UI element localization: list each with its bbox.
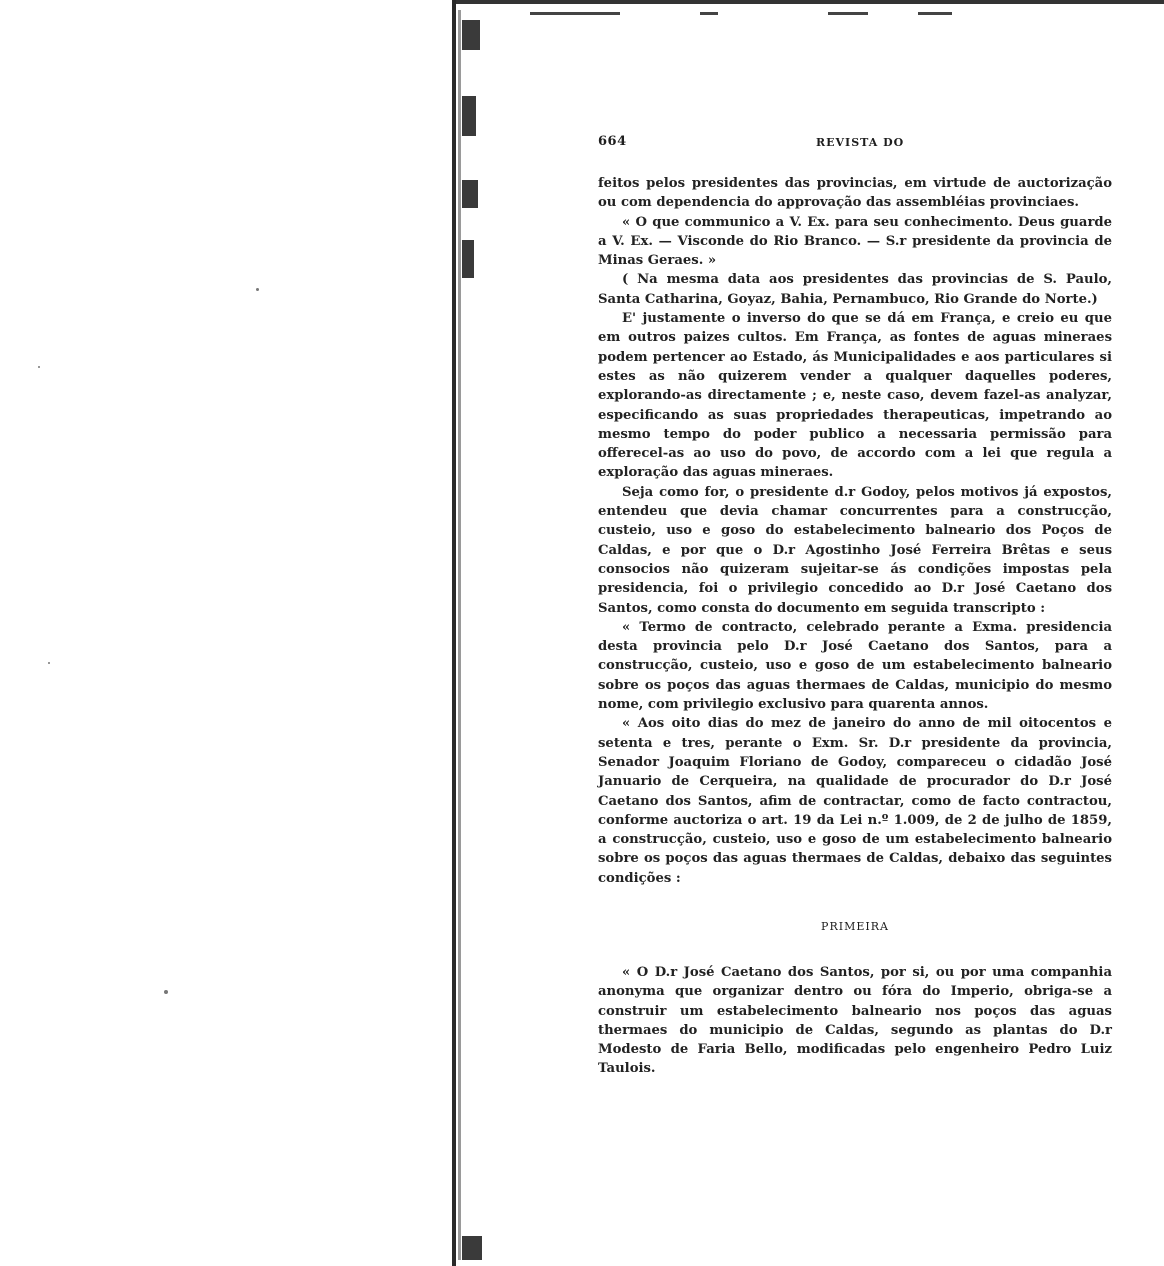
paragraph: « O que communico a V. Ex. para seu conhecimento. Deus guarde a V. Ex. — Visconde do Rio Branco. — S.r presidente da provincia de Minas Geraes. » (598, 214, 1112, 269)
paragraph: « Termo de contracto, celebrado perante a Exma. presidencia desta provincia pelo D.r José Caetano dos Santos, para a construcção, custeio, uso e goso de um estabelecimento balneario sobre os poços das aguas thermaes de Caldas, municipio do mesmo nome, com privilegio exclusivo para quarenta annos. (598, 619, 1112, 713)
scan-speck (48, 662, 50, 664)
journal-title: REVISTA DO (816, 136, 905, 149)
gutter-fragment (462, 240, 474, 278)
running-head (598, 128, 1112, 154)
gutter-fragment (462, 1236, 482, 1260)
gutter-fragment (462, 96, 476, 136)
top-mark (918, 12, 952, 15)
paragraph: E' justamente o inverso do que se dá em França, e creio eu que em outros paizes cultos. Em França, as fontes de aguas mineraes podem pertencer ao Estado, ás Municipalidades e aos particulares si estes as não quizerem vender a qualquer daquelles poderes, explorando-as directamente ; e, neste caso, devem fazel-as analyzar, especificando as suas propriedades therapeuticas, impetrando ao mesmo tempo do poder publico a necessaria permissão para offerecel-as ao uso do povo, de accordo com a lei que regula a exploração das aguas mineraes. (598, 311, 1112, 481)
scan-speck (164, 990, 168, 994)
top-mark (700, 12, 718, 15)
scan-speck (38, 366, 40, 368)
paragraph: ( Na mesma data aos presidentes das provincias de S. Paulo, Santa Catharina, Goyaz, Bahia, Pernambuco, Rio Grande do Norte.) (598, 272, 1112, 307)
document-page (598, 128, 1112, 1079)
top-mark (828, 12, 868, 15)
paragraph: Seja como for, o presidente d.r Godoy, pelos motivos já expostos, entendeu que devia chamar concurrentes para a construcção, custeio, uso e goso do estabelecimento balneario dos Poços de Caldas, e por que o D.r Agostinho José Ferreira Brêtas e seus consocios não quizeram sujeitar-se ás condições impostas pela presidencia, foi o privilegio concedido ao D.r José Caetano dos Santos, como consta do documento em seguida transcripto : (598, 484, 1112, 616)
top-page-edge (456, 0, 1164, 4)
section-heading: PRIMEIRA (821, 919, 889, 933)
section-paragraph: « O D.r José Caetano dos Santos, por si, ou por uma companhia anonyma que organizar dentro ou fóra do Imperio, obriga-se a construir um estabelecimento balneario nos poços das aguas thermaes do municipio de Caldas, segundo as plantas do D.r Modesto de Faria Bello, modificadas pelo engenheiro Pedro Luiz Taulois. (598, 964, 1112, 1077)
paragraph: « Aos oito dias do mez de janeiro do anno de mil oitocentos e setenta e tres, perante o Exm. Sr. D.r presidente da provincia, Senador Joaquim Floriano de Godoy, compareceu o cidadão José Januario de Cerqueira, na qualidade de procurador do D.r José Caetano dos Santos, afim de contractar, como de facto contractou, conforme auctoriza o art. 19 da Lei n.º 1.009, de 2 de julho de 1859, a construcção, custeio, uso e goso de um estabelecimento balneario sobre os poços das aguas thermaes de Caldas, debaixo das seguintes condições : (598, 716, 1112, 886)
binding-edge (452, 0, 456, 1266)
gutter-fragment (462, 180, 478, 208)
scan-gutter (0, 0, 470, 1266)
top-mark (530, 12, 620, 15)
binding-shadow (458, 10, 461, 1260)
body-text (598, 174, 1112, 888)
scan-speck (256, 288, 259, 291)
paragraph: feitos pelos presidentes das provincias, em virtude de auctorização ou com dependencia do approvação das assembléias provinciaes. (598, 176, 1112, 211)
gutter-fragment (462, 20, 480, 50)
page-number: 664 (598, 134, 627, 149)
